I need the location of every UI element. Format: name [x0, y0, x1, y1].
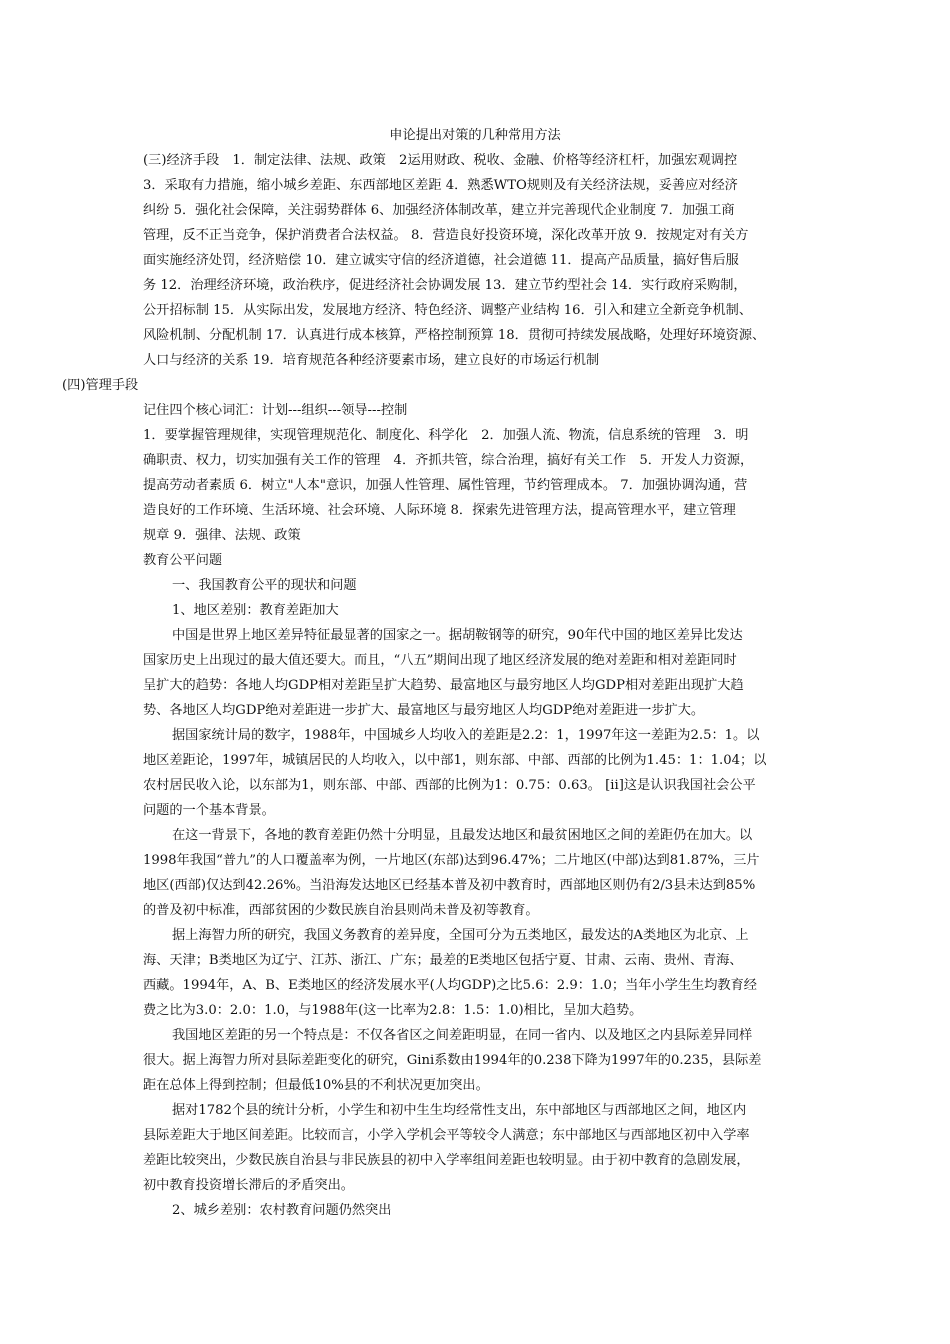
text-line: 面实施经济处罚，经济赔偿 10．建立诚实守信的经济道德，社会道德 11．提高产品质量，搞好售后服 — [143, 253, 739, 268]
text-line: 1998年我国“普九”的人口覆盖率为例，一片地区(东部)达到96.47%；二片地区(中部)达到81.87%，三片 — [143, 853, 760, 868]
text-line: 造良好的工作环境、生活环境、社会环境、人际环境 8．探索先进管理方法，提高管理水平，建立管理 — [143, 503, 736, 518]
text-line: 问题的一个基本背景。 — [143, 803, 275, 818]
text-line: 管理，反不正当竞争，保护消费者合法权益。 8．营造良好投资环境，深化改革开放 9．按规定对有关方 — [143, 228, 749, 243]
text-line: 国家历史上出现过的最大值还要大。而且，“八五”期间出现了地区经济发展的绝对差距和相对差距同时 — [143, 653, 737, 668]
text-line: 地区差距论，1997年，城镇居民的人均收入，以中部1，则东部、中部、西部的比例为1.45：1：1.04；以 — [143, 753, 767, 768]
text-line: 很大。据上海智力所对县际差距变化的研究，Gini系数由1994年的0.238下降为1997年的0.235，县际差 — [143, 1053, 762, 1068]
text-line: 中国是世界上地区差异特征最显著的国家之一。据胡鞍钢等的研究，90年代中国的地区差异比发达 — [172, 628, 743, 643]
text-line: 纠纷 5．强化社会保障，关注弱势群体 6、加强经济体制改革，建立并完善现代企业制度 7．加强工商 — [143, 203, 735, 218]
text-line: 风险机制、分配机制 17．认真进行成本核算，严格控制预算 18．贯彻可持续发展战略，处理好环境资源、 — [143, 328, 766, 343]
text-line: 费之比为3.0：2.0：1.0，与1988年(这一比率为2.8：1.5：1.0)相比，呈加大趋势。 — [143, 1003, 643, 1018]
text-line: 1．要掌握管理规律，实现管理规范化、制度化、科学化 2．加强人流、物流，信息系统的管理 3．明 — [143, 428, 749, 443]
section-heading: (四)管理手段 — [62, 378, 139, 393]
text-line: 规章 9．强律、法规、政策 — [143, 528, 301, 543]
section-heading: 教育公平问题 — [143, 553, 223, 568]
text-line: 确职责、权力，切实加强有关工作的管理 4．齐抓共管，综合治理，搞好有关工作 5．开发人力资源， — [143, 453, 754, 468]
text-line: 农村居民收入论，以东部为1，则东部、中部、西部的比例为1：0.75：0.63。 [ii]这是认识我国社会公平 — [143, 778, 756, 793]
text-line: 西藏。1994年，A、B、E类地区的经济发展水平(人均GDP)之比5.6：2.9：1.0；当年小学生生均教育经 — [143, 978, 757, 993]
text-line: 务 12．治理经济环境，政治秩序，促进经济社会协调发展 13．建立节约型社会 14．实行政府采购制， — [143, 278, 747, 293]
text-line: 距在总体上得到控制；但最低10%县的不利状况更加突出。 — [143, 1078, 489, 1093]
text-line: 呈扩大的趋势：各地人均GDP相对差距呈扩大趋势、最富地区与最穷地区人均GDP相对差距出现扩大趋 — [143, 678, 744, 693]
text-line: 据对1782个县的统计分析，小学生和初中生生均经常性支出，东中部地区与西部地区之间，地区内 — [172, 1103, 747, 1118]
text-line: 据上海智力所的研究，我国义务教育的差异度，全国可分为五类地区，最发达的A类地区为北京、上 — [172, 928, 749, 943]
subsection-heading: 1、地区差别：教育差距加大 — [172, 603, 339, 618]
text-line: (三)经济手段 1．制定法律、法规、政策 2运用财政、税收、金融、价格等经济杠杆，加强宏观调控 — [143, 153, 738, 168]
text-line: 人口与经济的关系 19．培育规范各种经济要素市场，建立良好的市场运行机制 — [143, 353, 600, 368]
text-line: 地区(西部)仅达到42.26%。当沿海发达地区已经基本普及初中教育时，西部地区则仍有2/3县未达到85% — [143, 878, 756, 893]
text-line: 的普及初中标准，西部贫困的少数民族自治县则尚未普及初等教育。 — [143, 903, 539, 918]
page-title: 申论提出对策的几种常用方法 — [389, 128, 561, 143]
text-line: 据国家统计局的数字，1988年，中国城乡人均收入的差距是2.2：1，1997年这一差距为2.5：1。以 — [172, 728, 760, 743]
text-line: 公开招标制 15．从实际出发，发展地方经济、特色经济、调整产业结构 16．引入和建立全新竞争机制、 — [143, 303, 753, 318]
text-line: 在这一背景下，各地的教育差距仍然十分明显，且最发达地区和最贫困地区之间的差距仍在加大。以 — [172, 828, 753, 843]
text-line: 县际差距大于地区间差距。比较而言，小学入学机会平等较令人满意；东中部地区与西部地区初中入学率 — [143, 1128, 750, 1143]
text-line: 海、天津；B类地区为辽宁、江苏、浙江、广东；最差的E类地区包括宁夏、甘肃、云南、贵州、青海、 — [143, 953, 743, 968]
text-line: 初中教育投资增长滞后的矛盾突出。 — [143, 1178, 354, 1193]
subsection-heading: 一、我国教育公平的现状和问题 — [172, 578, 357, 593]
text-line: 记住四个核心词汇：计划---组织---领导---控制 — [143, 403, 408, 418]
text-line: 差距比较突出，少数民族自治县与非民族县的初中入学率组间差距也较明显。由于初中教育的急剧发展， — [143, 1153, 750, 1168]
text-line: 势、各地区人均GDP绝对差距进一步扩大、最富地区与最穷地区人均GDP绝对差距进一步扩大。 — [143, 703, 705, 718]
text-line: 我国地区差距的另一个特点是：不仅各省区之间差距明显，在同一省内、以及地区之内县际差异同样 — [172, 1028, 753, 1043]
subsection-heading: 2、城乡差别：农村教育问题仍然突出 — [172, 1203, 392, 1218]
text-line: 提高劳动者素质 6．树立"人本"意识，加强人性管理、属性管理，节约管理成本。 7．加强协调沟通，营 — [143, 478, 748, 493]
text-line: 3．采取有力措施，缩小城乡差距、东西部地区差距 4．熟悉WTO规则及有关经济法规，妥善应对经济 — [143, 178, 738, 193]
